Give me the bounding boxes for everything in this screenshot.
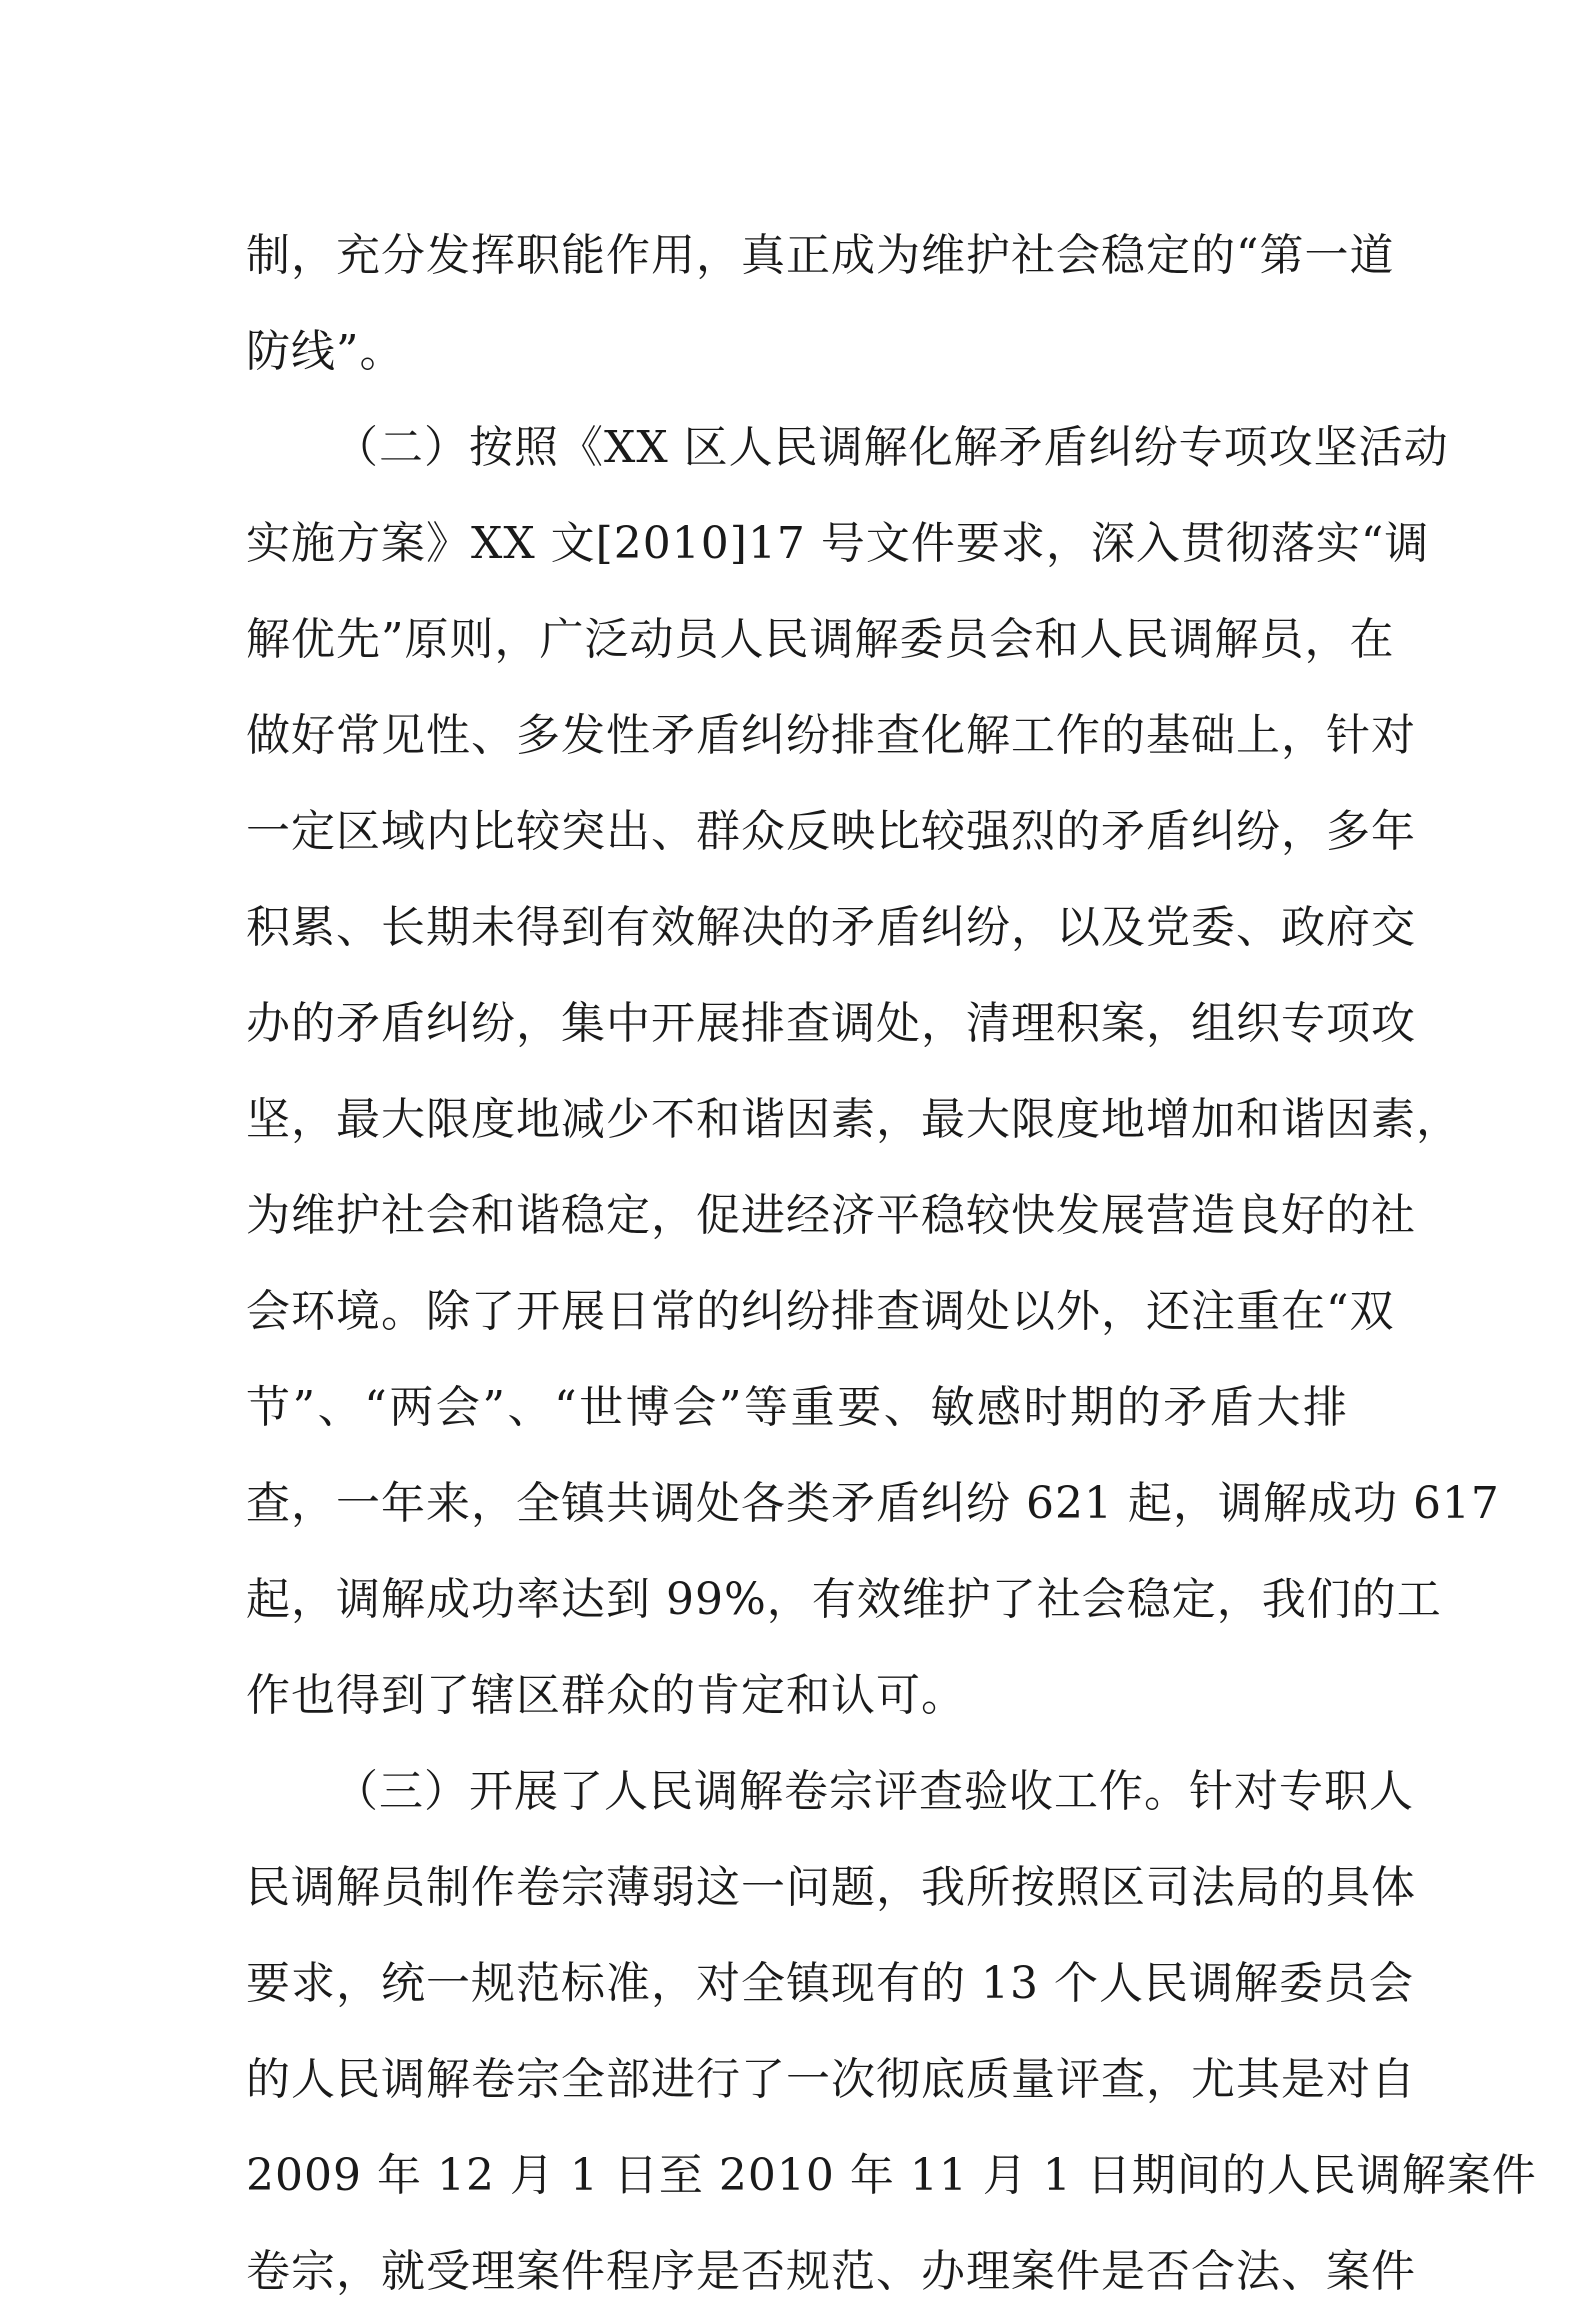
text-line: 会环境。除了开展日常的纠纷排查调处以外，还注重在“双 (246, 1286, 1395, 1337)
text-line: 节”、“两会”、“世博会”等重要、敏感时期的矛盾大排 (246, 1382, 1348, 1433)
text-line: （三）开展了人民调解卷宗评查验收工作。针对专职人 (334, 1766, 1414, 1817)
text-line: 办的矛盾纠纷，集中开展排查调处，清理积案，组织专项攻 (246, 998, 1416, 1049)
text-line: 防线”。 (246, 326, 405, 377)
text-line: 2009 年 12 月 1 日至 2010 年 11 月 1 日期间的人民调解案件 (246, 2150, 1537, 2201)
text-line: 为维护社会和谐稳定，促进经济平稳较快发展营造良好的社 (246, 1190, 1416, 1241)
text-line: 查，一年来，全镇共调处各类矛盾纠纷 621 起，调解成功 617 (246, 1478, 1500, 1529)
text-line: 作也得到了辖区群众的肯定和认可。 (246, 1670, 966, 1721)
text-line: 做好常见性、多发性矛盾纠纷排查化解工作的基础上，针对 (246, 710, 1416, 761)
text-line: 一定区域内比较突出、群众反映比较强烈的矛盾纠纷，多年 (246, 806, 1416, 857)
text-line: （二）按照《XX 区人民调解化解矛盾纠纷专项攻坚活动 (334, 422, 1449, 473)
text-line: 制，充分发挥职能作用，真正成为维护社会稳定的“第一道 (246, 230, 1395, 281)
text-line: 民调解员制作卷宗薄弱这一问题，我所按照区司法局的具体 (246, 1862, 1416, 1913)
text-line: 卷宗，就受理案件程序是否规范、办理案件是否合法、案件 (246, 2246, 1416, 2297)
text-line: 起，调解成功率达到 99%，有效维护了社会稳定，我们的工 (246, 1574, 1442, 1625)
text-line: 实施方案》XX 文[2010]17 号文件要求，深入贯彻落实“调 (246, 518, 1430, 569)
text-line: 坚，最大限度地减少不和谐因素，最大限度地增加和谐因素， (246, 1094, 1461, 1145)
body-text (246, 208, 1537, 2320)
text-line: 解优先”原则，广泛动员人民调解委员会和人民调解员，在 (246, 614, 1395, 665)
text-line: 积累、长期未得到有效解决的矛盾纠纷，以及党委、政府交 (246, 902, 1416, 953)
text-line: 的人民调解卷宗全部进行了一次彻底质量评查，尤其是对自 (246, 2054, 1416, 2105)
text-line: 要求，统一规范标准，对全镇现有的 13 个人民调解委员会 (246, 1958, 1414, 2009)
